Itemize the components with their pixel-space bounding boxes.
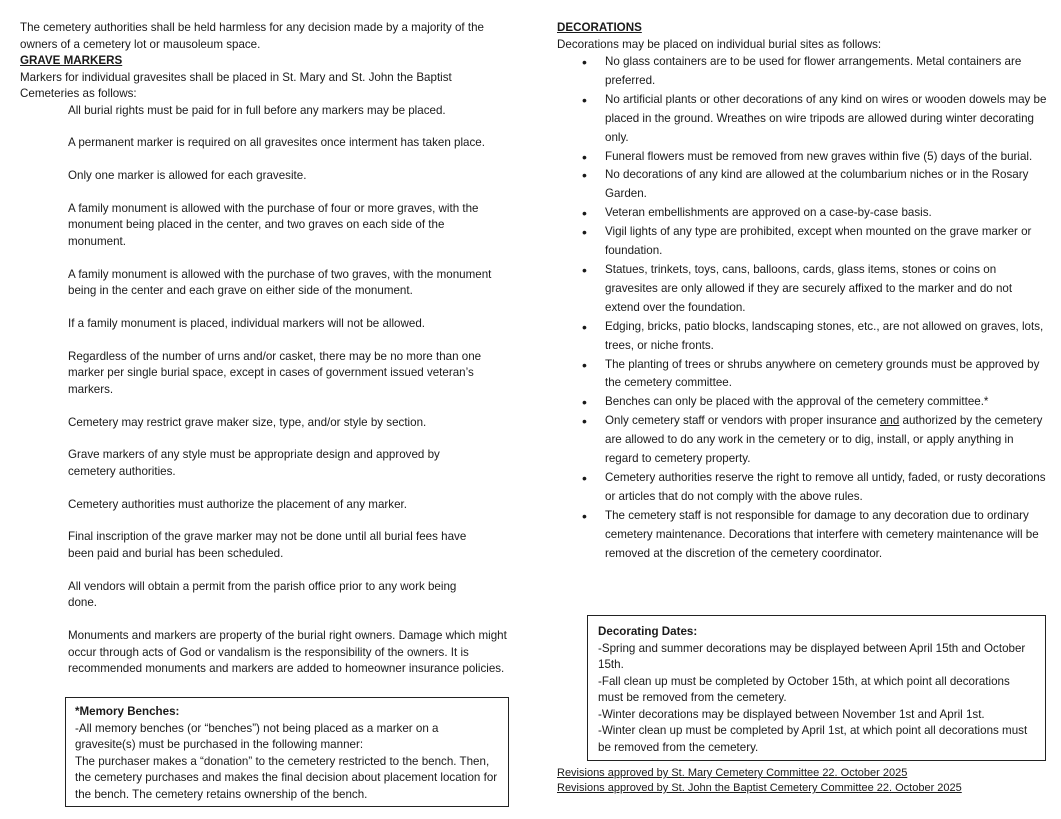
bullet-icon: • xyxy=(582,356,587,373)
decorating-date-line: -Spring and summer decorations may be displayed between April 15th and October 15th. xyxy=(598,641,1026,671)
marker-rule: A family monument is allowed with the purchase of four or more graves, with the monument being placed in the center, and two graves on each side of the monument. xyxy=(68,201,479,248)
marker-rule: All burial rights must be paid for in full before any markers may be placed. xyxy=(68,103,446,117)
grave-markers-heading: GRAVE MARKERS xyxy=(20,54,123,67)
grave-markers-rules xyxy=(20,103,520,678)
revisions-note xyxy=(557,766,962,796)
memory-benches-process: The purchaser makes a “donation” to the cemetery restricted to the bench. Then, the cemetery purchases and makes the final decision about placement location for the bench. The cemetery retains ownership of the bench. xyxy=(75,754,498,801)
bullet-icon: • xyxy=(582,224,587,241)
decorating-dates-title: Decorating Dates: xyxy=(598,625,698,638)
decorating-dates-box xyxy=(587,615,1046,761)
bullet-icon: • xyxy=(582,148,587,165)
bullet-icon: • xyxy=(582,394,587,411)
decoration-item: • No decorations of any kind are allowed at the columbarium niches or in the Rosary Garden. xyxy=(582,167,1029,201)
left-column xyxy=(20,20,520,694)
marker-rule: Grave markers of any style must be appropriate design and approved by cemetery authorities. xyxy=(68,448,440,478)
decoration-item: • Funeral flowers must be removed from new graves within five (5) days of the burial. xyxy=(582,148,1033,165)
decoration-item: • Only cemetery staff or vendors with proper insurance and authorized by the cemetery are allowed to do any work in the cemetery or to dig, install, or apply anything in regard to cemetery property. xyxy=(582,413,1043,466)
marker-rule: A permanent marker is required on all gravesites once interment has taken place. xyxy=(68,136,485,150)
grave-markers-intro: Markers for individual gravesites shall be placed in St. Mary and St. John the Baptist Cemeteries as follows: xyxy=(20,70,452,100)
memory-benches-rule: -All memory benches (or “benches”) not being placed as a marker on a gravesite(s) must be purchased in the following manner: xyxy=(75,721,439,751)
decorating-date-line: -Fall clean up must be completed by October 15th, at which point all decorations must be removed from the cemetery. xyxy=(598,674,1010,704)
decorations-intro: Decorations may be placed on individual burial sites as follows: xyxy=(557,37,882,51)
decoration-item: • The cemetery staff is not responsible for damage to any decoration due to ordinary cemetery maintenance. Decorations that interfere with cemetery maintenance will be removed at the discretion of the cemetery coordinator. xyxy=(582,507,1039,560)
decoration-item: • No artificial plants or other decorations of any kind on wires or wooden dowels may be placed in the ground. Wreathes on wire tripods are allowed during winter decorating only. xyxy=(582,91,1047,144)
decoration-item: • Vigil lights of any type are prohibited, except when mounted on the grave marker or foundation. xyxy=(582,224,1032,258)
intro-paragraph: The cemetery authorities shall be held harmless for any decision made by a majority of the owners of a cemetery lot or mausoleum space. xyxy=(20,21,484,51)
marker-rule: If a family monument is placed, individual markers will not be allowed. xyxy=(68,316,425,330)
marker-rule: Cemetery authorities must authorize the placement of any marker. xyxy=(68,497,407,511)
decorating-date-line: -Winter decorations may be displayed between November 1st and April 1st. xyxy=(598,707,985,721)
bullet-icon: • xyxy=(582,91,587,108)
bullet-icon: • xyxy=(582,54,587,70)
marker-rule: Regardless of the number of urns and/or casket, there may be no more than one marker per single burial space, except in cases of government issued veteran’s markers. xyxy=(68,349,482,396)
marker-rule: Only one marker is allowed for each gravesite. xyxy=(68,169,307,183)
memory-benches-box xyxy=(65,697,509,807)
decorating-date-line: -Winter clean up must be completed by April 1st, at which point all decorations must be removed from the cemetery. xyxy=(598,724,1028,754)
marker-rule: Cemetery may restrict grave maker size, type, and/or style by section. xyxy=(68,415,427,429)
decoration-item: • Edging, bricks, patio blocks, landscaping stones, etc., are not allowed on graves, lots, trees, or niche fronts. xyxy=(582,318,1044,352)
decoration-item: • Cemetery authorities reserve the right to remove all untidy, faded, or rusty decorations or articles that do not comply with the above rules. xyxy=(582,469,1046,503)
decoration-item: • Benches can only be placed with the approval of the cemetery committee.* xyxy=(582,394,989,411)
decoration-item: • Veteran embellishments are approved on a case-by-case basis. xyxy=(582,205,932,222)
bullet-icon: • xyxy=(582,205,587,222)
decoration-item: • No glass containers are to be used for flower arrangements. Metal containers are preferred. xyxy=(582,54,1022,87)
decoration-item: • The planting of trees or shrubs anywhere on cemetery grounds must be approved by the cemetery committee. xyxy=(582,356,1040,390)
decorations-heading: DECORATIONS xyxy=(557,21,642,34)
right-column xyxy=(557,20,1047,563)
bullet-icon: • xyxy=(582,261,587,278)
bullet-icon: • xyxy=(582,318,587,335)
bullet-icon: • xyxy=(582,507,587,524)
memory-benches-title: *Memory Benches: xyxy=(75,705,180,718)
marker-rule: Monuments and markers are property of the burial right owners. Damage which might occur through acts of God or vandalism is the responsibility of the owners. It is recommended monuments and markers are added to homeowner insurance policies. xyxy=(68,629,507,676)
revision-line: Revisions approved by St. Mary Cemetery Committee 22. October 2025 xyxy=(557,767,908,779)
marker-rule: A family monument is allowed with the purchase of two graves, with the monument being in the center and each grave on either side of the monument. xyxy=(68,267,492,298)
marker-rule: Final inscription of the grave marker may not be done until all burial fees have been paid and burial has been scheduled. xyxy=(68,530,467,560)
revision-line: Revisions approved by St. John the Baptist Cemetery Committee 22. October 2025 xyxy=(557,782,962,794)
bullet-icon: • xyxy=(582,167,587,184)
decoration-item: • Statues, trinkets, toys, cans, balloons, cards, glass items, stones or coins on gravesites are only allowed if they are securely affixed to the marker and do not extend over the foundation. xyxy=(582,261,1013,314)
bullet-icon: • xyxy=(582,469,587,486)
bullet-icon: • xyxy=(582,413,587,430)
marker-rule: All vendors will obtain a permit from the parish office prior to any work being done. xyxy=(68,579,457,610)
decorations-list xyxy=(557,53,1047,563)
